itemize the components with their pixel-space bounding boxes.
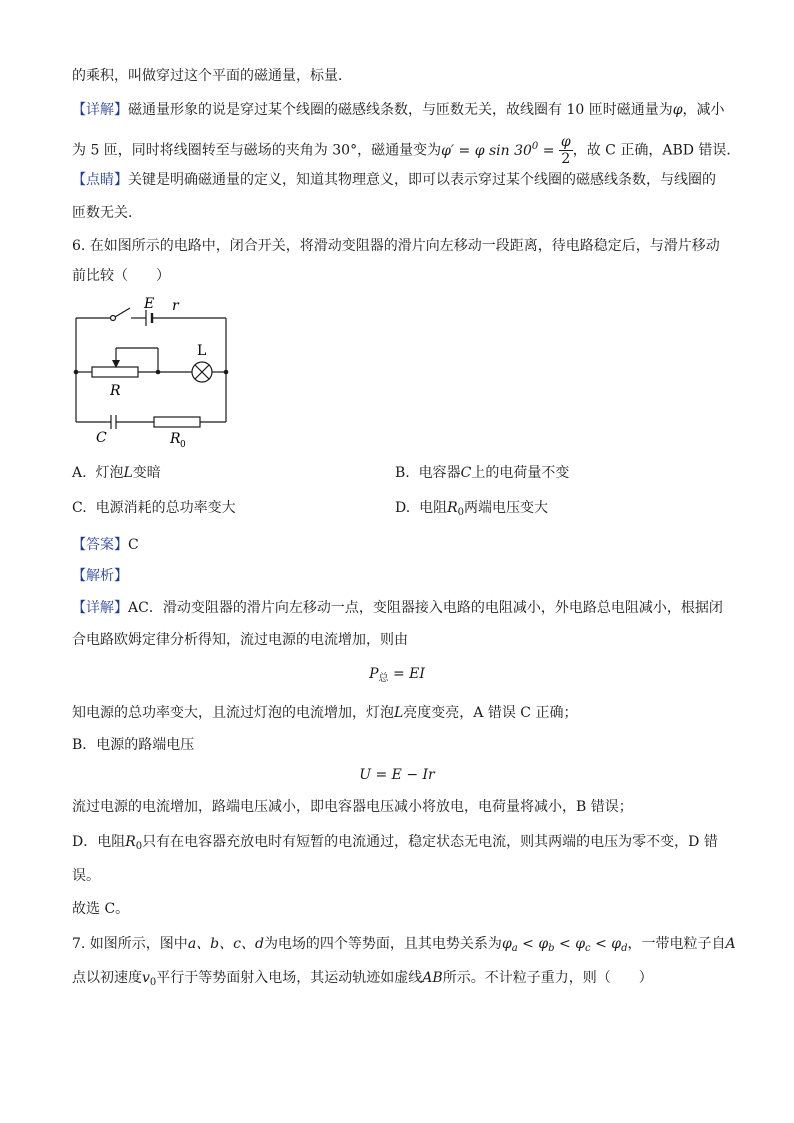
prev-note-line-2: 匝数无关． <box>72 205 142 221</box>
option-b: B. 电容器C上的电荷量不变 <box>395 465 570 481</box>
prev-definition-line: 的乘积，叫做穿过这个平面的磁通量，标量． <box>72 68 352 84</box>
q6-detail-line-2: 合电路欧姆定律分析得知，流过电源的电流增加，则由 <box>72 632 408 648</box>
equation-voltage: U = E − Ir <box>359 767 435 783</box>
label-R0: R <box>170 431 181 447</box>
junction-right <box>224 370 229 375</box>
equation-power: $P_总$ = EI <box>369 666 425 684</box>
flux-formula: φ′ = φ $\sin 30^0$ = <box>441 140 559 159</box>
switch-pivot <box>111 316 116 321</box>
q6-analysis-tag: 【解析】 <box>72 568 128 584</box>
junction-left <box>74 370 79 375</box>
option-d: D. 电阻$R_0$两端电压变大 <box>395 500 549 518</box>
q6-detail-line-1: 【详解】AC．滑动变阻器的滑片向左移动一点，变阻器接入电路的电阻减小，外电路总电阻减小，根据闭 <box>72 600 723 616</box>
resistor-r0-body <box>154 417 200 427</box>
circuit-diagram <box>60 292 260 454</box>
option-c: C. 电源消耗的总功率变大 <box>72 500 236 516</box>
q6-stem-line-2: 前比较（ ） <box>72 268 170 284</box>
q6-stem-line-1: 6. 在如图所示的电路中，闭合开关，将滑动变阻器的滑片向左移动一段距离，待电路稳定后，与滑片移动 <box>72 238 720 254</box>
q6-b-line: B．电源的路端电压 <box>72 737 195 753</box>
prev-detail-line-1: 【详解】磁通量形象的说是穿过某个线圈的磁感线条数，与匝数无关，故线圈有 10 匝时磁通量为φ，减小 <box>72 102 725 118</box>
q6-detail-line-4: 流过电源的电流增加，路端电压减小，即电容器电压减小将放电，电荷量将减小，B 错误； <box>72 799 633 815</box>
label-E: E <box>144 296 155 312</box>
q6-answer: 【答案】C <box>72 537 139 553</box>
q6-conclusion: 故选 C。 <box>72 901 130 917</box>
q6-d-line-1: D．电阻$R_0$只有在电容器充放电时有短暂的电流通过，稳定状态无电流，则其两端的电压为零不变，D 错 <box>72 834 718 852</box>
q7-stem-line-1: 7. 如图所示，图中a、b、c、d为电场的四个等势面，且其电势关系为$\varphi_a < \varphi_b < \varphi_c < \varphi_d$，一带电粒子自A <box>72 936 736 954</box>
detail-tag: 【详解】 <box>72 102 128 118</box>
label-R0-sub: 0 <box>180 440 186 450</box>
label-r: r <box>172 298 179 314</box>
rheostat-body <box>92 367 138 377</box>
potential-relation: $\varphi_a < \varphi_b < \varphi_c < \varphi_d$ <box>501 936 628 954</box>
prev-note-line-1: 【点睛】关键是明确磁通量的定义，知道其物理意义，即可以表示穿过某个线圈的磁感线条数，与线圈的 <box>72 172 716 188</box>
note-tag: 【点睛】 <box>72 172 128 188</box>
label-C: C <box>96 430 107 446</box>
label-L: L <box>197 343 207 359</box>
switch-blade <box>115 308 130 317</box>
q6-detail-line-3: 知电源的总功率变大，且流过灯泡的电流增加，灯泡L亮度变亮，A 错误 C 正确； <box>72 705 578 721</box>
q6-d-line-2: 误。 <box>72 868 100 884</box>
q7-stem-line-2: 点以初速度$v_0$平行于等势面射入电场，其运动轨迹如虚线AB所示。不计粒子重力，则（ ） <box>72 970 653 988</box>
phi-over-two: $\frac{\varphi}{2}$ <box>560 134 571 167</box>
option-a: A. 灯泡L变暗 <box>72 465 161 481</box>
label-R: R <box>110 383 121 399</box>
prev-detail-line-2: 为 5 匝，同时将线圈转至与磁场的夹角为 30°，磁通量变为φ′ = φ $\sin 30^0$ = $\frac{\varphi}{2}$ ，故 C 正确，ABD 错误． <box>72 134 741 167</box>
junction-mid <box>156 370 161 375</box>
